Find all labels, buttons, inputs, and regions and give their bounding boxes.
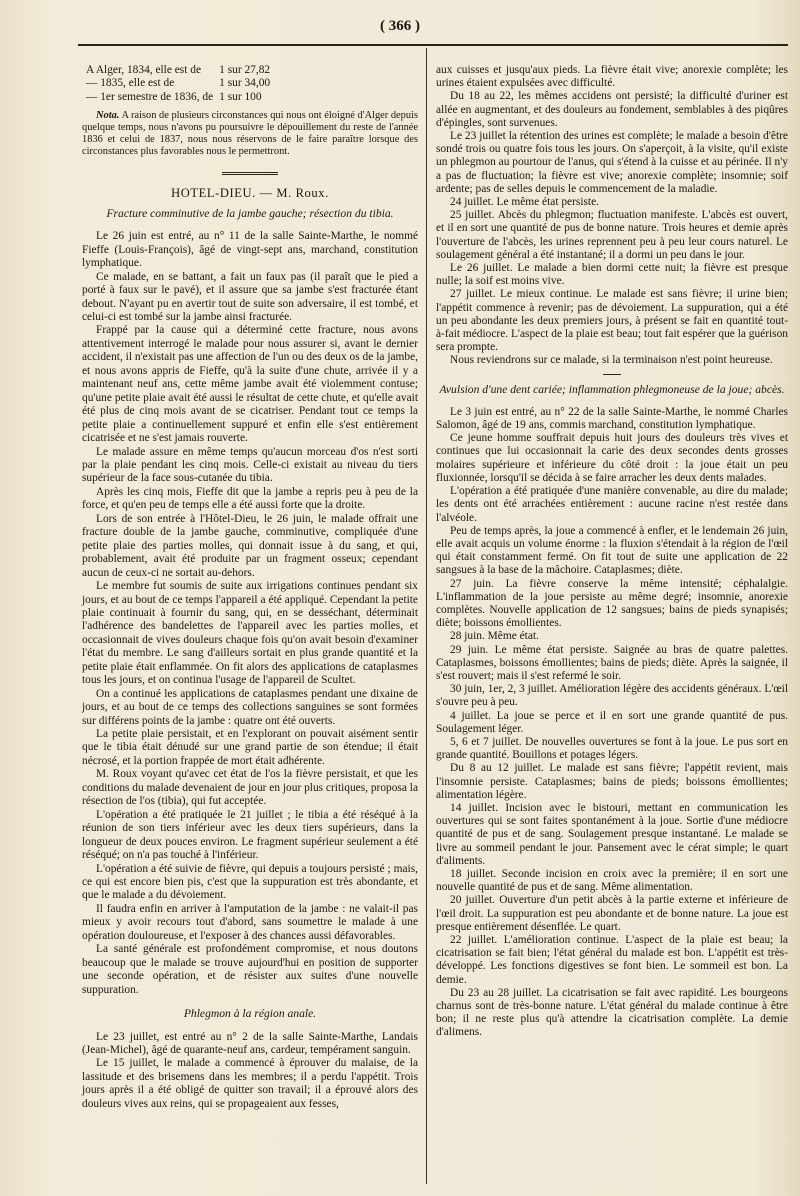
section-heading: HOTEL-DIEU. — M. Roux. bbox=[171, 186, 329, 201]
paragraph: 4 juillet. La joue se perce et il en sort une grande quantité de pus. Soulagement léger. bbox=[436, 709, 788, 735]
page-number: ( 366 ) bbox=[380, 18, 420, 34]
case-title-fracture: Fracture comminutive de la jambe gauche; résection du tibia. bbox=[106, 206, 394, 220]
paragraph: 5, 6 et 7 juillet. De nouvelles ouvertures se font à la joue. Le pus sort en grande quantité. Bouillons et potages légers. bbox=[436, 735, 788, 762]
stats-value: 1 sur 34,00 bbox=[219, 77, 271, 90]
stats-value: 1 sur 27,82 bbox=[219, 64, 271, 76]
right-column bbox=[436, 64, 788, 1040]
paragraph: 30 juin, 1er, 2, 3 juillet. Amélioration légère des accidents généraux. L'œil s'ouvre peu à peu. bbox=[436, 683, 788, 709]
paragraph: L'opération a été pratiquée le 21 juillet ; le tibia a été réséqué à la réunion de son tiers inférieur avec les deux tiers supérieurs, dans la longueur de deux pouces environ. Le fragment supérieur seulement a été réséqué; on n'a pas touché à l'inférieur. bbox=[82, 808, 418, 862]
mortality-stats-table bbox=[86, 64, 276, 104]
phlegmon-case-body bbox=[82, 1031, 418, 1112]
paragraph: Peu de temps après, la joue a commencé à enfler, et le lendemain 26 juin, elle avait acquis un volume énorme : la fluxion s'étendait à la région de l'œil qui était constamment fermé. On fit tout de suite une application de 22 sangsues à la base de la mâchoire. Cataplasmes; diète. bbox=[436, 524, 788, 577]
paragraph: Le 26 juillet. Le malade a bien dormi cette nuit; la fièvre est presque nulle; la soif est moins vive. bbox=[436, 262, 788, 288]
paragraph: Du 8 au 12 juillet. Le malade est sans fièvre; l'appétit revient, mais l'insomnie persiste. Cataplasmes; bains de pieds; boissons émollientes; alimentation légère. bbox=[436, 762, 788, 801]
paragraph: Du 23 au 28 juillet. La cicatrisation se fait avec rapidité. Les bourgeons charnus sont de très-bonne nature. L'état général du malade continue à être bon; il ne reste plus qu'à attendre la cicatrisation complète. La demie d'alimens. bbox=[436, 986, 788, 1039]
stats-row bbox=[86, 77, 276, 90]
column-rule bbox=[426, 48, 427, 1184]
stats-label: A Alger, 1834, elle est de bbox=[86, 64, 202, 76]
paragraph: Le membre fut soumis de suite aux irrigations continues pendant six jours, et au bout de ce temps l'appareil a été appliqué. Cependant la petite plaie continuait à fournir du sang, qui, en se desséchant, déterminait l'adhérence des bandelettes de l'appareil avec les parties molles, et occasionnait de vives douleurs chaque fois qu'on avait besoin d'examiner l'état du membre. Le sang d'ailleurs sortait en plus grande quantité et la petite plaie était enflammée. On fit alors des applications de cataplasmes tous les jours, et on continua l'usage de l'appareil de Scultet. bbox=[82, 580, 418, 687]
stats-label: — 1er semestre de 1836, de bbox=[86, 90, 214, 103]
paragraph: 22 juillet. L'amélioration continue. L'aspect de la plaie est beau; la cicatrisation se fait bien; l'état général du malade est bon. L'appétit est très-développé. Les fonctions digestives se font bien. Le sommeil est bon. La demie. bbox=[436, 934, 788, 986]
paragraph: 20 juillet. Ouverture d'un petit abcès à la partie externe et inférieure de l'œil droit. La suppuration est peu abondante et de bonne nature. La joue est presque entièrement désenflée. Le quart. bbox=[436, 894, 788, 933]
paragraph: 28 juin. Même état. bbox=[450, 630, 539, 643]
fracture-case-body bbox=[82, 230, 418, 997]
paragraph: La santé générale est profondément compromise, et nous doutons beaucoup que le malade se trouve aujourd'hui en position de supporter une seconde opération, et de résister aux suites d'une nouvelle suppuration. bbox=[82, 943, 418, 996]
paragraph: aux cuisses et jusqu'aux pieds. La fièvre était vive; anorexie complète; les urines étaient expulsées avec difficulté. bbox=[436, 64, 788, 90]
nota-text: A raison de plusieurs circonstances qui nous ont éloigné d'Alger depuis quelque temps, nous n'avons pu poursuivre le dépouillement du reste de l'année 1836 et celui de 1837, nous nous réservons de le faire paraître lorsque des circonstances plus favorables nous le permettront. bbox=[82, 110, 418, 158]
stats-label: — 1835, elle est de bbox=[86, 77, 175, 90]
paragraph: Après les cinq mois, Fieffe dit que la jambe a repris peu à peu de la force, et qu'en peu de temps elle a été aussi forte que la droite. bbox=[82, 485, 418, 512]
paragraph: 24 juillet. Le même état persiste. bbox=[450, 196, 599, 209]
paragraph: Le malade assure en même temps qu'aucun morceau d'os n'est sorti par la plaie pendant les cinq mois. Celle-ci existait au niveau du tiers supérieur de la face sous-cutanée du tibia. bbox=[82, 445, 418, 485]
case-title-avulsion: Avulsion d'une dent cariée; inflammation phlegmoneuse de la joue; abcès. bbox=[439, 382, 785, 396]
paragraph: Frappé par la cause qui a déterminé cette fracture, nous avons attentivement interrogé le malade pour nous assurer si, avant le dernier accident, il n'existait pas une affection de l'un ou des deux os de la jambe, et nous avons appris de Fieffe, qu'à la suite d'une chute, arrivée il y a maintenant neuf ans, cette même jambe avait été violemment contuse; qu'une petite plaie avait été aussi le résultat de cette chute, et qu'elle avait été plus de cinq mois avant de se cicatriser. Pendant tout ce temps la petite plaie a continuellement suppuré et enfin elle s'est entièrement cicatrisée et ne s'est jamais rouverte. bbox=[82, 324, 418, 445]
paragraph: 14 juillet. Incision avec le bistouri, mettant en communication les ouvertures qui se sont faites spontanément à la joue. Sortie d'une médiocre quantité de pus et de sang. Soulagement presque instantané. Le malade se livre au sommeil pendant le jour. Pansement avec le cérat simple; le quart d'aliments. bbox=[436, 801, 788, 867]
paragraph: Il faudra enfin en arriver à l'amputation de la jambe : ne valait-il pas mieux y avoir recours tout d'abord, sans soumettre le malade à une opération douloureuse, et l'exposer à des chances aussi défavorables. bbox=[82, 902, 418, 942]
paragraph: Ce malade, en se battant, a fait un faux pas (il paraît que le pied a porté à faux sur le pavé), et il assure que sa jambe s'est fracturée étant debout. N'ayant pu en avertir tout de suite son adversaire, il est tombé, et celui-ci est tombé sur la jambe ainsi fracturée. bbox=[82, 270, 418, 323]
section-separator bbox=[222, 172, 278, 177]
case-title-phlegmon: Phlegmon à la région anale. bbox=[183, 1007, 317, 1021]
phlegmon-case-continued bbox=[436, 64, 788, 368]
nota-note bbox=[82, 110, 418, 158]
paragraph: L'opération a été pratiquée d'une manière convenable, au dire du malade; les dents ont été arrachées entièrement : aucune racine n'est restée dans l'alvéole. bbox=[436, 485, 788, 524]
paragraph: La petite plaie persistait, et en l'explorant on pouvait aisément sentir que le tibia était dénudé sur une grand partie de son étendue; il était nécrosé, et la portion frappée de mort était adhérente. bbox=[82, 728, 418, 767]
paragraph: Nous reviendrons sur ce malade, si la terminaison n'est point heureuse. bbox=[450, 354, 773, 367]
paragraph: 27 juin. La fièvre conserve la même intensité; céphalalgie. L'inflammation de la joue persiste au même degré; insomnie, anorexie complètes. Nouvelle application de 12 sangsues; bains de pieds synapisés; diète; boissons émollientes. bbox=[436, 577, 788, 630]
left-column bbox=[82, 64, 418, 1111]
paragraph: Du 18 au 22, les mêmes accidens ont persisté; la difficulté d'uriner est allée en augmentant, et des douleurs au fondement, semblables à des piqûres d'épingles, sont survenues. bbox=[436, 90, 788, 129]
paragraph: 25 juillet. Abcès du phlegmon; fluctuation manifeste. L'abcès est ouvert, et il en sort une quantité de pus de bonne nature. Trois heures et demie après l'ouverture de l'abcès, les urines reprennent peu à peu leur cours naturel. Le soulagement général a été instantané; il a dormi un peu dans le jour. bbox=[436, 209, 788, 261]
paragraph: L'opération a été suivie de fièvre, qui depuis a toujours persisté ; mais, ce qui est encore bien pis, c'est que la suppuration est très abondante, et que le malade a du dévoiement. bbox=[82, 862, 418, 902]
paragraph: M. Roux voyant qu'avec cet état de l'os la fièvre persistait, et que les conditions du malade devenaient de jour en jour plus critiques, proposa la résection de l'os (tibia), qui fut acceptée. bbox=[82, 768, 418, 808]
paragraph: Ce jeune homme souffrait depuis huit jours des douleurs très vives et continues que lui occasionnait la carie des deux secondes dents grosses molaires supérieure et inférieure du côté droit : la joue était un peu fluxionnée, lorsqu'il se décida à se faire arracher les deux dents malades. bbox=[436, 432, 788, 484]
paragraph: 27 juillet. Le mieux continue. Le malade est sans fièvre; il urine bien; l'appétit commence à revenir; pas de dévoiement. La suppuration, qui a été un peu abondante les deux premiers jours, à présent se fait en quantité tout-à-fait médiocre. L'aspect de la plaie est beau; tout fait espérer que la guérison sera prompte. bbox=[436, 288, 788, 354]
paragraph: 29 juin. Le même état persiste. Saignée au bras de quatre palettes. Cataplasmes, boissons émollientes; bains de pieds; diète. Après la saignée, il s'est rouvert; mais il s'est refermé le soir. bbox=[436, 643, 788, 682]
paragraph: 18 juillet. Seconde incision en croix avec la première; il en sort une nouvelle quantité de pus et de sang. Même alimentation. bbox=[436, 867, 788, 894]
paragraph: Lors de son entrée à l'Hôtel-Dieu, le 26 juin, le malade offrait une fracture double de la jambe gauche, comminutive, compliquée d'une petite plaie des parties molles, qui donnait issue à du sang, et qui, probablement, avait été produite par un fragment osseux; cependant aucun de ceux-ci ne sortait au-dehors. bbox=[82, 512, 418, 579]
header-rule bbox=[78, 44, 788, 46]
stats-row bbox=[86, 64, 276, 77]
paragraph: Le 3 juin est entré, au n° 22 de la salle Sainte-Marthe, le nommé Charles Salomon, âgé de 19 ans, commis marchand, constitution lymphatique. bbox=[436, 405, 788, 432]
case-separator bbox=[603, 374, 621, 375]
stats-row bbox=[86, 91, 276, 104]
stats-value: 1 sur 100 bbox=[219, 90, 262, 103]
paragraph: Le 23 juillet la rétention des urines est complète; le malade a besoin d'être sondé trois ou quatre fois tous les jours. On s'aperçoit, à la visite, qu'il existe un phlegmon au pourtour de l'anus, qui s'étend à la cuisse et au périnée. Il n'y a pas de fluctuation; la fièvre est vive; anorexie complète; insomnie; soif ardente; pas de selles depuis le commencement de la maladie. bbox=[436, 130, 788, 195]
nota-label: Nota. bbox=[96, 110, 120, 122]
paragraph: On a continué les applications de cataplasmes pendant une dixaine de jours, et au bout de ce temps des collections sanguines se sont formées sur différens points de la jambe : quatre ont été ouverts. bbox=[82, 687, 418, 727]
paragraph: Le 15 juillet, le malade a commencé à éprouver du malaise, de la lassitude et des brisemens dans les membres; il a perdu l'appétit. Trois jours après il a été obligé de quitter son travail; il a éprouvé alors des douleurs vives aux reins, qui se propageaient aux fesses, bbox=[82, 1057, 418, 1110]
paragraph: Le 23 juillet, est entré au n° 2 de la salle Sainte-Marthe, Landais (Jean-Michel), âgé de quarante-neuf ans, cardeur, tempérament sanguin. bbox=[82, 1030, 418, 1056]
paragraph: Le 26 juin est entré, au n° 11 de la salle Sainte-Marthe, le nommé Fieffe (Louis-François), âgé de vingt-sept ans, marchand, constitution lymphatique. bbox=[82, 230, 418, 270]
avulsion-case-body bbox=[436, 406, 788, 1040]
